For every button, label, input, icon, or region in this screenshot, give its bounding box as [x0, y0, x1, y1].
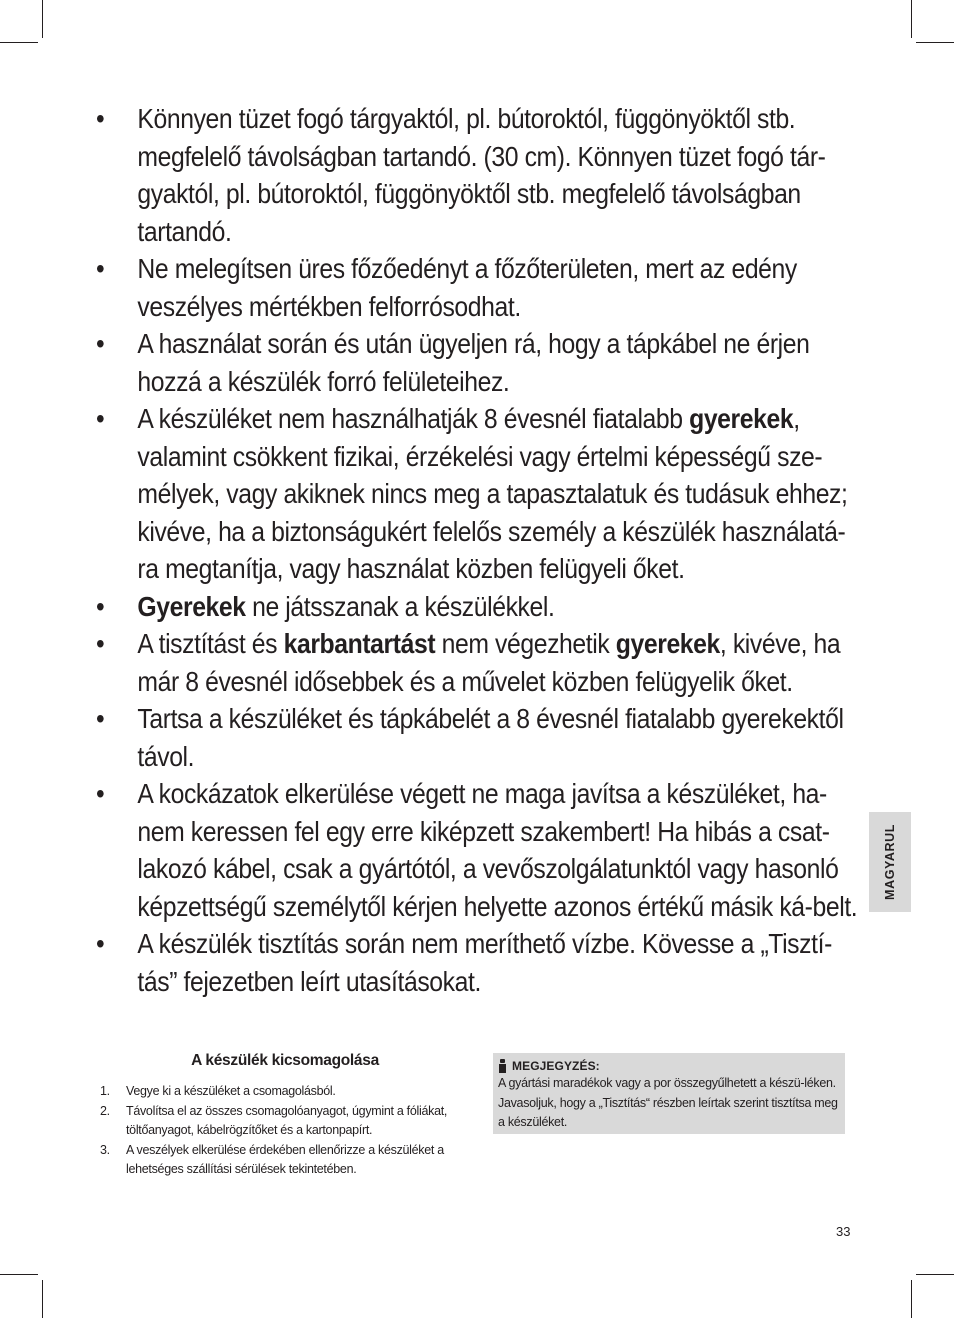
unpacking-steps: [100, 1082, 470, 1180]
bullet-item: [96, 325, 857, 400]
note-heading-row: [498, 1059, 841, 1073]
bullet-text: Ne melegítsen üres főzőedényt a főzőterületen, mert az edény veszélyes mértékben felforrósodhat.: [137, 253, 797, 322]
bold-term: gyerekek: [615, 628, 720, 659]
crop-mark: [0, 1274, 38, 1275]
step-number: 3.: [100, 1142, 110, 1157]
bullet-text: , kivéve, ha már 8 évesnél idősebbek és a művelet közben felügyelik őket.: [137, 628, 841, 697]
bullet-text: Könnyen tüzet fogó tárgyaktól, pl. bútoroktól, függönyöktől stb. megfelelő távolságban tartandó. (30 cm). Könnyen tüzet fogó tár-gyaktól, pl. bútoroktól, függönyöktől stb. megfelelő távolságban tartandó.: [137, 103, 826, 247]
step-text: Távolítsa el az összes csomagolóanyagot, úgymint a fóliákat, töltőanyagot, kábelrögzítőket és a kartonpapírt.: [126, 1103, 448, 1137]
bullet-symbol: •: [96, 253, 105, 284]
bullet-symbol: •: [96, 703, 105, 734]
section-title: A készülék kicsomagolása: [191, 1052, 379, 1069]
note-text: A gyártási maradékok vagy a por összegyűlhetett a készü-léken. Javasoljuk, hogy a „Tisztítás“ részben leírtak szerint tisztítsa meg a készüléket.: [498, 1076, 838, 1129]
page-number: 33: [836, 1224, 851, 1239]
info-icon: [498, 1059, 507, 1073]
bold-term: Gyerekek: [137, 590, 246, 622]
step-number: 2.: [100, 1103, 110, 1118]
bullet-text: A kockázatok elkerülése végett ne maga javítsa a készüléket, ha-nem keressen fel egy erre kiképzett szakembert! Ha hibás a csat-lakozó kábel, csak a gyártótól, a vevőszolgálatunktól vagy hasonló képzettségű személytől kérjen helyette azonos értékű másik ká-belt.: [137, 778, 858, 922]
bold-term: karbantartást: [283, 628, 436, 659]
bullet-symbol: •: [96, 103, 105, 134]
note-box: [493, 1053, 845, 1134]
crop-mark: [916, 42, 954, 43]
crop-mark: [42, 1280, 43, 1318]
bullet-text: , valamint csökkent fizikai, érzékelési vagy értelmi képességű sze-mélyek, vagy akiknek nincs meg a tapasztalatuk és tudásuk ehhez; kivéve, ha a biztonságukért felelős személy a készülék használatá-ra megtanítja, vagy használat közben felügyeli őket.: [137, 403, 848, 584]
crop-mark: [911, 0, 912, 38]
unpacking-section: [100, 1052, 470, 1180]
bullet-item: [96, 250, 857, 325]
language-side-tab: [869, 812, 911, 912]
bullet-text: Tartsa a készüléket és tápkábelét a 8 évesnél fiatalabb gyerekektől távol.: [137, 703, 844, 772]
crop-mark: [911, 1280, 912, 1318]
step-text: A veszélyek elkerülése érdekében ellenőrizze a készüléket a lehetséges szállítási sérülések tekintetében.: [126, 1142, 444, 1176]
unpacking-step: [100, 1102, 470, 1141]
note-heading: MEGJEGYZÉS:: [512, 1059, 600, 1073]
side-tab-label: MAGYARUL: [883, 824, 897, 900]
bullet-text: nem végezhetik: [435, 628, 616, 659]
bullet-symbol: •: [96, 328, 105, 359]
crop-mark: [42, 0, 43, 38]
crop-mark: [916, 1274, 954, 1275]
bullet-text: A készülék tisztítás során nem meríthető vízbe. Kövesse a „Tisztí-tás” fejezetben leírt utasításokat.: [137, 928, 832, 997]
crop-mark: [0, 42, 38, 43]
bullet-item: [96, 700, 857, 775]
bullet-item: [96, 400, 857, 588]
unpacking-step: [100, 1141, 470, 1180]
bullet-item: [96, 100, 857, 250]
bullet-text: A készüléket nem használhatják 8 évesnél fiatalabb: [137, 403, 690, 434]
bullet-symbol: •: [96, 928, 105, 959]
unpacking-step: [100, 1082, 470, 1102]
bullet-text: ne játsszanak a készülékkel.: [245, 590, 555, 622]
bullet-item: [96, 588, 857, 626]
bullet-item: [96, 925, 857, 1000]
bullet-symbol: •: [96, 403, 105, 434]
bullet-item: [96, 775, 857, 925]
step-number: 1.: [100, 1084, 110, 1098]
bullet-text: A használat során és után ügyeljen rá, hogy a tápkábel ne érjen hozzá a készülék forró felületeihez.: [137, 328, 810, 397]
step-text: Vegye ki a készüléket a csomagolásból.: [126, 1084, 336, 1098]
bullet-text: A tisztítást és: [137, 628, 284, 659]
bullet-symbol: •: [96, 778, 105, 809]
bullet-item: [96, 625, 857, 700]
bullet-symbol: •: [96, 628, 105, 659]
bullet-symbol: •: [96, 590, 105, 622]
bold-term: gyerekek: [689, 403, 794, 434]
safety-bullet-list: [96, 100, 857, 1000]
